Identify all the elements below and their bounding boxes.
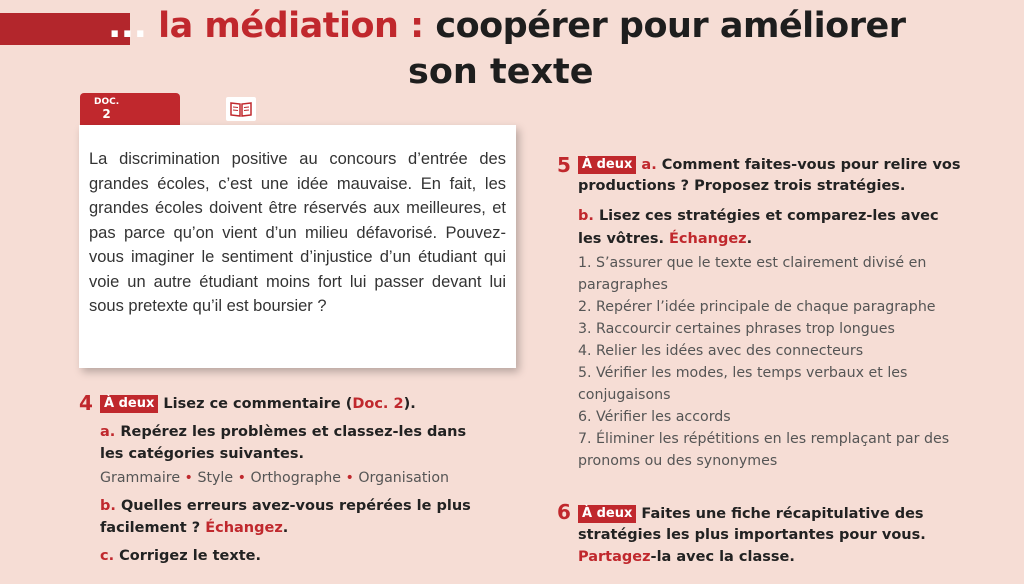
q4b-end: . <box>282 520 289 536</box>
q6-text1: Faites une fiche récapitulative des <box>636 506 924 522</box>
book-icon <box>226 97 256 121</box>
question-4c <box>100 548 261 564</box>
q4-text: Lisez ce commentaire ( <box>158 396 353 412</box>
q4a-letter: a. <box>100 424 116 440</box>
question-4a-line2: les catégories suivantes. <box>100 446 304 462</box>
question-5a-line2: productions ? Proposez trois stratégies. <box>578 178 906 194</box>
page-title <box>108 6 906 50</box>
question-4-prompt <box>100 395 416 413</box>
q4b-text2: facilement ? <box>100 520 201 536</box>
q4c-letter: c. <box>100 548 115 564</box>
strategy-item: 6. Vérifier les accords <box>578 409 731 425</box>
page-title-line2: son texte <box>408 52 594 92</box>
separator-dot: • <box>233 470 251 486</box>
separator-dot: • <box>340 470 359 486</box>
question-5b-line1 <box>578 208 939 224</box>
title-red-part: la médiation : <box>158 6 424 46</box>
q6-end: -la avec la classe. <box>650 549 795 565</box>
strategy-item: 5. Vérifier les modes, les temps verbaux et les <box>578 365 908 381</box>
q5b-text2: les vôtres. <box>578 231 664 247</box>
doc-label-num: 2 <box>102 107 111 121</box>
a-deux-tag: À deux <box>578 156 636 174</box>
doc-ref-link[interactable]: Doc. 2 <box>352 396 404 412</box>
echangez-keyword: Échangez <box>205 520 283 536</box>
strategy-item: 2. Repérer l’idée principale de chaque paragraphe <box>578 299 936 315</box>
separator-dot: • <box>180 470 198 486</box>
question-5a-line1 <box>578 156 960 174</box>
question-6-line2: stratégies les plus importantes pour vous. <box>578 527 926 543</box>
q4-end: ). <box>403 396 416 412</box>
partagez-keyword: Partagez <box>578 549 651 565</box>
question-6-line1 <box>578 505 924 523</box>
q4c-text: Corrigez le texte. <box>114 548 261 564</box>
category-style: Style <box>197 470 234 486</box>
strategy-item: 1. S’assurer que le texte est clairement divisé en <box>578 255 927 271</box>
q5b-end: . <box>746 231 753 247</box>
doc-card <box>79 125 516 368</box>
a-deux-tag: À deux <box>578 505 636 523</box>
question-4b-line1 <box>100 498 471 514</box>
q5a-text1: Comment faites-vous pour relire vos <box>656 157 961 173</box>
category-grammaire: Grammaire <box>100 470 181 486</box>
strategy-item-cont: paragraphes <box>578 277 668 293</box>
doc-label <box>94 97 119 121</box>
question-6-number: 6 <box>557 500 571 524</box>
strategy-item-cont: pronoms ou des synonymes <box>578 453 778 469</box>
q5a-letter: a. <box>641 157 657 173</box>
question-4a-line1 <box>100 424 466 440</box>
question-6-line3 <box>578 549 795 565</box>
doc-label-top: DOC. <box>94 97 120 107</box>
category-list <box>100 470 449 486</box>
doc-text: La discrimination positive au concours d’entrée des grandes écoles, c’est une idée mauvaise. En fait, les grandes écoles doivent être réservés aux meilleures, et pas parce qu’on vient d’un milieu défavorisé. Pouvez-vous imaginer le sentiment d’injustice d’un étudiant qui voie un autre étudiant moins fort lui passer devant lui sous pretexte qu’il est boursier ? <box>89 150 506 315</box>
strategy-item-cont: conjugaisons <box>578 387 671 403</box>
echangez-keyword: Échangez <box>669 231 747 247</box>
doc-badge <box>80 93 180 125</box>
q4b-letter: b. <box>100 498 116 514</box>
question-5-number: 5 <box>557 153 571 177</box>
strategy-item: 4. Relier les idées avec des connecteurs <box>578 343 864 359</box>
category-organisation: Organisation <box>358 470 450 486</box>
question-4-number: 4 <box>79 391 93 415</box>
q5b-text1: Lisez ces stratégies et comparez-les avec <box>593 208 939 224</box>
strategy-item: 7. Éliminer les répétitions en les remplaçant par des <box>578 431 950 447</box>
q4b-text1: Quelles erreurs avez-vous repérées le plus <box>115 498 471 514</box>
question-4b-line2 <box>100 520 288 536</box>
category-orthographe: Orthographe <box>250 470 341 486</box>
strategy-item: 3. Raccourcir certaines phrases trop longues <box>578 321 895 337</box>
q5b-letter: b. <box>578 208 594 224</box>
q4a-text1: Repérez les problèmes et classez-les dans <box>115 424 467 440</box>
title-dark-part: coopérer pour améliorer <box>423 6 906 46</box>
title-dots: ... <box>108 6 147 46</box>
a-deux-tag: À deux <box>100 395 158 413</box>
question-5b-line2 <box>578 231 752 247</box>
